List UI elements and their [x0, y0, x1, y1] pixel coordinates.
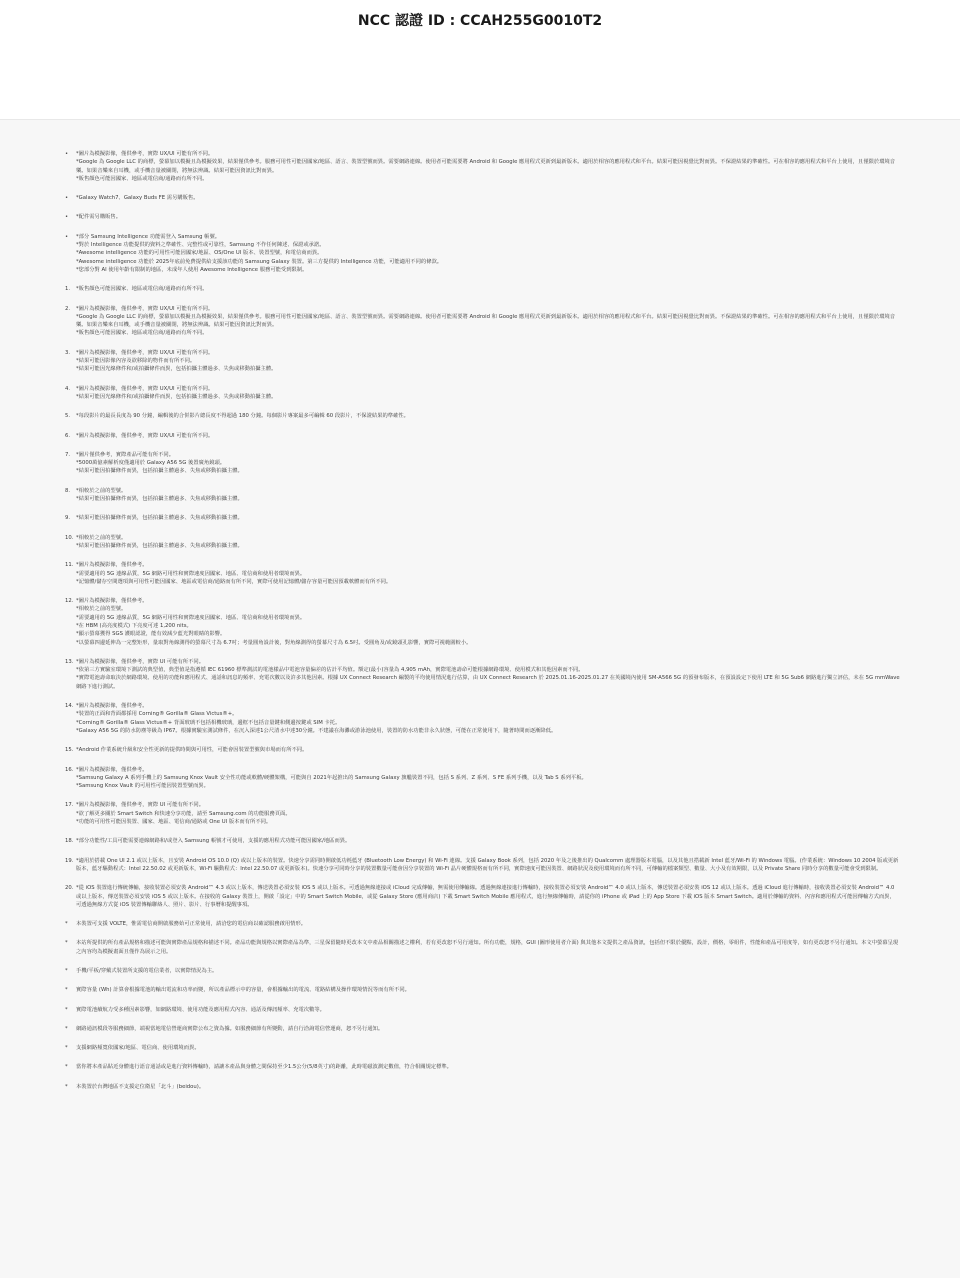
disclaimer-text [76, 1006, 900, 1014]
disclaimer-marker: 10. [65, 534, 74, 541]
disclaimer-line: *實際電池壽命取決於網路環境、使用的功能和應用程式、通話和訊息的頻率、充電次數以及許多其他因素。根據 UX Connect Research 編製的平均使用情況進行估算，由 UX Connect Research 於 2025.01.16-2025.01.27 在英國境內使用 SM-A566 5G 的預發布版本，在預設設定下使用 LTE 和 5G Sub6 網路進行獨立評估，未在 5G mmWave 網路下進行測試。 [76, 675, 900, 690]
disclaimer-line: *您部分對 AI 使用年齡有限制的地區，未成年人使用 Awesome Intelligence 服務可能受到限制。 [76, 266, 308, 273]
disclaimer-marker: * [65, 1083, 68, 1090]
disclaimer-marker: 5. [65, 413, 71, 420]
disclaimer-text [76, 412, 900, 420]
disclaimer-item [65, 213, 900, 221]
disclaimer-item [65, 285, 900, 293]
disclaimer-line: *圖片為模擬影像，僅供參考。 [76, 562, 148, 569]
disclaimer-text [76, 837, 900, 845]
disclaimer-list [0, 120, 960, 1091]
disclaimer-marker: 14. [65, 703, 74, 710]
disclaimer-marker: * [65, 968, 68, 974]
disclaimer-text [76, 939, 900, 956]
disclaimer-item [65, 385, 900, 402]
disclaimer-line: 實際電池續航力受多種因素影響，如網路環境、使用功能及應用程式內容、通話及傳訊頻率、充電次數等。 [76, 1006, 325, 1013]
disclaimer-line: *顯示螢幕獲得 SGS 護眼認證，能有效減少藍光對眼睛的影響。 [76, 631, 226, 638]
disclaimer-line: *圖片為模擬影像，僅供參考，實際 UX/UI 可能有所不同。 [76, 385, 214, 392]
disclaimer-line: *適用於搭載 One UI 2.1 或以上版本，且安裝 Android OS 10.0 (Q) 或以上版本的裝置。快速分享需同時開啟低功耗藍牙 (Bluetooth Low Energy) 和 Wi-Fi 連線。支援 Galaxy Book 系列，包括 2020 年及之後推出的 Qualcomm 處理器版本電腦，以及其他且搭載新 Intel 藍牙/Wi-Fi 的 Windows 電腦。(作業系統：Windows 10 2004 版或更新版本，藍牙驅動程式：Intel 22.50.02 或更新版本，Wi-Fi 驅動程式：Intel 22.50.07 或更新版本)。快速分享可同時分享的裝置數量可能會因分享裝置的 Wi-Fi 晶片硬體規格而有所不同，實際速度可能因裝置、網路狀況及使用環境而有所不同，可傳輸的檔案類型、數量、大小及有效期限，以及 Private Share 同時分享的數量可能會受到限制。 [76, 857, 899, 872]
disclaimer-text [76, 285, 900, 293]
disclaimer-item [65, 1025, 900, 1033]
disclaimer-text [76, 233, 900, 274]
disclaimer-marker: 8. [65, 487, 71, 494]
disclaimer-item [65, 939, 900, 956]
disclaimer-line: *部分功能性/工具可能需要連線網路和/或登入 Samsung 帳號才可使用，支援的應用程式功能可能因國家/地區而異。 [76, 838, 351, 845]
disclaimer-line: *Samsung Knox Vault 的可用性可能因裝置型號而異。 [76, 783, 209, 790]
disclaimer-marker: 6. [65, 432, 71, 439]
disclaimer-marker: • [65, 151, 69, 157]
disclaimer-text [76, 194, 900, 202]
disclaimer-line: *裝置的正面和背面都採用 Corning® Gorilla® Glass Victus®+。 [76, 711, 238, 718]
disclaimer-line: 實際容量 (Wh) 計算會根據電池的輸出電流和功率而變，所以產品標示中的容量，會根據輸出的電流、電路結構及操作環境情況等而有所不同。 [76, 987, 410, 994]
disclaimer-item [65, 801, 900, 826]
disclaimer-line: *5000萬億素解析度僅適用於 Galaxy A56 5G 後置廣角鏡頭。 [76, 460, 226, 467]
disclaimer-line: *Awesome intelligence 功能的可用性可能因國家/地區、OS/One UI 版本、裝置型號，和電信商而異。 [76, 250, 323, 257]
disclaimer-line: 本裝置於台灣地區不支援定位衛星「北斗」(beidou)。 [76, 1083, 205, 1090]
disclaimer-marker: 15. [65, 747, 74, 754]
disclaimer-item [65, 920, 900, 928]
page-header [0, 0, 960, 118]
disclaimer-line: *結果可能因拍攝條件而異，包括拍攝主體過多、失焦或移動拍攝主體。 [76, 542, 243, 549]
disclaimer-line: *Galaxy Watch7、Galaxy Buds FE 需另購販售。 [76, 195, 199, 202]
disclaimer-text [76, 514, 900, 522]
disclaimer-line: *功能的可用性可能因裝置、國家、地區、電信商/通路或 One UI 版本而有所不同。 [76, 819, 272, 826]
disclaimer-marker: 11. [65, 562, 74, 569]
disclaimer-text [76, 1063, 900, 1071]
disclaimer-line: *結果可能因光線條件和/或拍攝條件而異，包括拍攝主體過多、失焦或移動拍攝主體。 [76, 393, 277, 400]
disclaimer-marker: * [65, 940, 68, 947]
disclaimer-item [65, 432, 900, 440]
disclaimer-item [65, 412, 900, 420]
disclaimer-text [76, 746, 900, 754]
disclaimer-line: *圖片為模擬影像，僅供參考。 [76, 703, 148, 710]
disclaimer-text [76, 213, 900, 221]
disclaimer-line: *相較於之前的型號。 [76, 487, 127, 494]
disclaimer-text [76, 986, 900, 994]
disclaimer-line: *Awesome intelligence 功能於 2025年底前免費提供給支援該功能的 Samsung Galaxy 裝置。第三方提供的 Intelligence 功能，可能適用不同的條款。 [76, 258, 443, 265]
disclaimer-line: *需要適用的 5G 連線品質，5G 網路可用性和實際速度因國家、地區、電信商和使用者環境而異。 [76, 570, 306, 577]
disclaimer-item [65, 534, 900, 551]
disclaimer-line: *Corning® Gorilla® Glass Victus®+ 背面玻璃不包括相機玻璃，邊框不包括音量鍵和側邊按鍵或 SIM 卡托。 [76, 719, 341, 726]
disclaimer-item [65, 451, 900, 476]
disclaimer-line: *Google 為 Google LLC 的商標，螢幕加以模擬且為模擬效果，結果僅供參考。服務可用性可能因國家/地區、語言、裝置型號而異。需要網路連線。使用者可能需要將 Android 和 Google 應用程式更新到最新版本。適用於相容的應用程式和平台。結果可能因視覺比對而異。不保證結果的準確性。可在相容的應用程式和平台上使用，且僅限於環境音樂。如果音樂來自耳機，或手機音量被關閉，將無法辨識。結果可能因資訊比對而異。 [76, 313, 896, 329]
disclaimer-item [65, 233, 900, 274]
disclaimer-line: *圖片為模擬影像，僅供參考，實際 UX/UI 可能有所不同。 [76, 151, 214, 157]
disclaimer-item [65, 349, 900, 374]
disclaimer-line: *欲了解更多關於 Smart Switch 和快速分享功能，請至 Samsung.com 的功能服務頁面。 [76, 810, 291, 817]
disclaimer-line: 本裝置可支援 VOLTE，惟需電信商開啟服務始可正常使用，請洽您的電信商以確認服務啟用情形。 [76, 921, 307, 928]
disclaimer-marker: 18. [65, 838, 74, 845]
disclaimer-text [76, 150, 900, 183]
disclaimer-line: *相較於之前的型號。 [76, 606, 127, 613]
disclaimer-line: *結果可能因影像內容及欲移除的物件而有所不同。 [76, 358, 196, 365]
disclaimer-line: *圖片為模擬影像，僅供參考，實際 UI 可能有所不同。 [76, 802, 204, 809]
disclaimer-text [76, 305, 900, 338]
disclaimer-item [65, 746, 900, 754]
disclaimer-marker: 16. [65, 766, 74, 773]
disclaimer-item [65, 702, 900, 735]
disclaimer-line: *Galaxy A56 5G 的防水防塵等級為 IP67。根據實驗室測試條件，在沉入深達1公尺清水中達30分鐘。不建議在海灘或游泳池使用，裝置的防水功能非永久狀態，可能在正常使用下，隨著時間而逐漸降低。 [76, 727, 557, 734]
disclaimer-text [76, 349, 900, 374]
disclaimer-text [76, 451, 900, 476]
disclaimer-marker: • [65, 195, 69, 202]
disclaimer-line: *部分 Samsung Intelligence 功能需登入 Samsung 帳號。 [76, 233, 221, 240]
disclaimer-text [76, 432, 900, 440]
disclaimer-text [76, 597, 900, 647]
disclaimer-item [65, 986, 900, 994]
disclaimer-marker: 19. [65, 857, 74, 864]
disclaimer-item [65, 597, 900, 647]
disclaimer-item [65, 1044, 900, 1052]
disclaimer-item [65, 305, 900, 338]
disclaimer-line: 網路通訊模段等服務細節，端視當地電信營運商實際公布之資為據。如服務細節有所變動，請自行洽詢電信營運商，恕不另行通知。 [76, 1025, 384, 1032]
disclaimer-item [65, 561, 900, 586]
disclaimer-line: *以螢幕四邊延伸為一完整矩形，量取對角線測得的螢幕尺寸為 6.7吋；考量圓角設計後，對角線測得的螢幕尺寸為 6.5吋。受圓角及/或鏡頭孔影響，實際可視範圍較小。 [76, 639, 472, 646]
disclaimer-line: *結果可能因光線條件和/或拍攝條件而異，包括拍攝主體過多、失焦或移動拍攝主體。 [76, 366, 277, 373]
disclaimer-text [76, 1044, 900, 1052]
disclaimer-line: 當你將本產品貼近身體進行語音通話或是進行資料傳輸時，請讓本產品與身體之間保持至少1.5公分(5/8英寸)的距離，此時電磁波測定數值，符合相關規定標準。 [76, 1064, 452, 1071]
disclaimer-line: *販售顏色可能因國家、地區或電信商/通路而有所不同。 [76, 175, 208, 182]
disclaimer-line: *圖片為模擬影像，僅供參考，實際 UX/UI 可能有所不同。 [76, 432, 214, 439]
disclaimer-line: *配件需另購販售。 [76, 214, 122, 221]
disclaimer-text [76, 801, 900, 826]
disclaimer-line: *對於 Intelligence 功能提供的資料之準確性、完整性或可靠性，Samsung 不作任何陳述、保證或承諾。 [76, 242, 325, 249]
disclaimer-text [76, 385, 900, 402]
disclaimer-text [76, 561, 900, 586]
disclaimer-marker: • [65, 214, 69, 221]
disclaimer-text [76, 920, 900, 928]
disclaimer-marker: * [65, 921, 68, 928]
disclaimer-line: *圖片僅供參考，實際產品可能有所不同。 [76, 451, 174, 458]
disclaimer-item [65, 1006, 900, 1014]
disclaimer-line: *需要適用的 5G 連線品質，5G 網路可用性和實際速度因國家、地區、電信商和使用者環境而異。 [76, 614, 306, 621]
disclaimer-text [76, 857, 900, 874]
disclaimer-line: *販售顏色可能因國家、地區或電信商/通路而有所不同。 [76, 286, 208, 293]
disclaimer-text [76, 702, 900, 735]
disclaimer-line: *圖片為模擬影像，僅供參考，實際 UX/UI 可能有所不同。 [76, 349, 214, 356]
disclaimer-marker: 13. [65, 658, 74, 665]
disclaimer-marker: • [65, 233, 69, 240]
disclaimer-line: *Samsung Galaxy A 系列手機上的 Samsung Knox Vault 安全性功能或軟體/硬體架構，可能與自 2021年起推出的 Samsung Galaxy 旗艦裝置不同，包括 S 系列、Z 系列、S FE 系列手機，以及 Tab S 系列平板。 [76, 774, 587, 781]
disclaimer-line: *Google 為 Google LLC 的商標，螢幕加以模擬且為模擬效果，結果僅供參考。服務可用性可能因國家/地區、語言、裝置型號而異。需要網路連線。使用者可能需要將 Android 和 Google 應用程式更新到最新版本。適用於相容的應用程式和平台。結果可能因視覺比對而異。不保證結果的準確性。可在相容的應用程式和平台上使用，且僅限於環境音樂。如果音樂來自耳機，或手機音量被關閉，將無法辨識。結果可能因資訊比對而異。 [76, 159, 896, 174]
disclaimer-text [76, 487, 900, 504]
disclaimer-item [65, 967, 900, 975]
disclaimer-item [65, 837, 900, 845]
disclaimer-marker: 1. [65, 286, 71, 293]
disclaimer-marker: * [65, 1045, 68, 1052]
disclaimer-text [76, 967, 900, 975]
disclaimer-line: 手機/平板/穿戴式裝置所支援的電信業者，以實際情況為主。 [76, 968, 218, 974]
disclaimer-marker: 3. [65, 349, 71, 356]
disclaimer-line: *結果可能因拍攝條件而異，包括拍攝主體過多、失焦或移動拍攝主體。 [76, 468, 243, 475]
disclaimer-text [76, 1083, 900, 1091]
disclaimer-item [65, 1083, 900, 1091]
disclaimer-line: *依第三方實驗室環境下測試的典型值，典型值是指遵循 IEC 61960 標準測試的電池樣品中電池容量偏差的估計平均值。額定(最小)容量為 4,905 mAh，實際電池壽命可能根據網路環境、使用模式和其他因素而不同。 [76, 667, 584, 674]
disclaimer-line: *圖片為模擬影像，僅供參考。 [76, 598, 148, 605]
disclaimer-item [65, 766, 900, 791]
disclaimer-text [76, 766, 900, 791]
disclaimer-marker: 4. [65, 385, 71, 392]
disclaimer-text [76, 534, 900, 551]
disclaimer-text [76, 658, 900, 691]
disclaimer-marker: * [65, 1025, 68, 1032]
disclaimer-item [65, 857, 900, 874]
disclaimer-text [76, 1025, 900, 1033]
disclaimer-line: *在 HBM (高亮度模式) 下亮度可達 1,200 nits。 [76, 622, 192, 629]
disclaimer-line: *圖片為模擬影像，僅供參考，實際 UI 可能有所不同。 [76, 658, 204, 665]
disclaimer-line: 支援網路頻寬依國家/地區、電信商、使用環境而異。 [76, 1045, 200, 1052]
disclaimer-marker: * [65, 987, 68, 994]
disclaimer-marker: 12. [65, 598, 74, 605]
disclaimer-marker: 17. [65, 802, 74, 809]
disclaimer-line: *從 iOS 裝置進行傳統傳輸，接收裝置必須安裝 Android™ 4.3 或以上版本，傳送裝置必須安裝 iOS 5 或以上版本。可透過無線連接或 iCloud 完成傳輸，無需使用傳輸線。透過無線連接進行傳輸時，接收裝置必須安裝 Android™ 4.0 或以上版本，傳送裝置必須安裝 iOS 12 或以上版本。透過 iCloud 進行傳輸時，接收裝置必須安裝 Android™ 4.0 或以上版本，傳送裝置必須安裝 iOS 5 或以上版本。在接收的 Galaxy 裝置上，開啟「設定」中的 Smart Switch Mobile，或從 Galaxy Store (應用商店) 下載 Smart Switch Mobile 應用程式，進行無線傳輸時，請從你的 iPhone 或 iPad 上的 App Store 下載 iOS 版本 Smart Switch。適用於傳輸的資料、內容和應用程式可能因傳輸方式而異，可透過無線方式從 iOS 裝置傳輸聯絡人、照片、影片、行事曆和提醒事項。 [76, 885, 895, 908]
disclaimer-item [65, 194, 900, 202]
disclaimer-marker: 7. [65, 451, 71, 458]
disclaimer-line: 本站所提供的所有產品規格和描述可能與實際產品規格和描述不同。產品功能與規格以實際產品為準，三星保留隨時更改本文中產品相關描述之權利，若有更改恕不另行通知。所有功能，規格，GUI (圖形使用者介面) 與其他本文提供之產品資訊，包括但不限於優點，設計，價格，零組件，性能和產品可用度等，如有更改恕不另行通知。本文中螢幕呈現之內容均為模擬畫面且僅作為展示之用。 [76, 940, 899, 955]
disclaimer-line: *結果可能因拍攝條件而異，包括拍攝主體過多、失焦或移動拍攝主體。 [76, 515, 243, 522]
disclaimer-line: *結果可能因拍攝條件而異，包括拍攝主體過多、失焦或移動拍攝主體。 [76, 496, 243, 503]
disclaimer-text [76, 884, 900, 909]
disclaimer-marker: * [65, 1064, 68, 1071]
disclaimer-item [65, 1063, 900, 1071]
disclaimer-item [65, 514, 900, 522]
disclaimer-line: *Android 作業系統升級和安全性更新的提供時間與可用性，可能會因裝置型號與市場而有所不同。 [76, 747, 308, 754]
disclaimer-line: *相較於之前的型號。 [76, 534, 127, 541]
disclaimer-line: *圖片為模擬影像，僅供參考，實際 UX/UI 可能有所不同。 [76, 305, 214, 312]
disclaimer-section [0, 119, 960, 1278]
ncc-certification-title: NCC 認證 ID : CCAH255G0010T2 [357, 13, 603, 29]
disclaimer-line: *圖片為模擬影像，僅供參考。 [76, 766, 148, 773]
disclaimer-item [65, 150, 900, 183]
disclaimer-marker: 9. [65, 515, 71, 522]
disclaimer-line: *記憶體/儲存空間選項與可用性可能因國家、地區或電信商/通路而有所不同，實際可使用記憶體/儲存容量可能因預載軟體而有所不同。 [76, 578, 392, 585]
disclaimer-item [65, 884, 900, 909]
disclaimer-item [65, 487, 900, 504]
disclaimer-marker: 2. [65, 305, 71, 312]
disclaimer-line: *每段影片的最長長度為 90 分鐘，編輯後的合併影片總長度不得超過 180 分鐘。每個影片專案最多可編輯 60 段影片，不保證結果的準確性。 [76, 413, 409, 420]
disclaimer-marker: 20. [65, 885, 74, 892]
disclaimer-marker: * [65, 1006, 68, 1013]
disclaimer-line: *販售顏色可能因國家、地區或電信商/通路而有所不同。 [76, 330, 208, 337]
disclaimer-item [65, 658, 900, 691]
